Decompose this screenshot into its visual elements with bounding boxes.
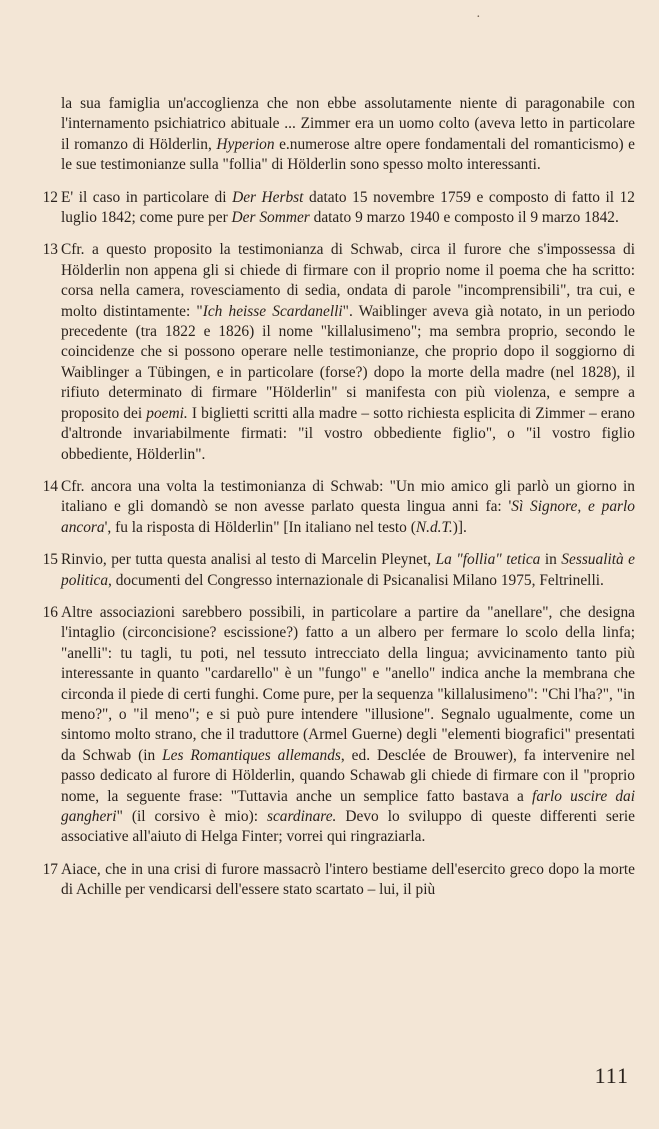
notes-text	[42, 94, 636, 901]
text-run: I biglietti scritti alla madre – sotto richiesta esplicita di Zimmer – erano d'altronde invariabilmente firmati: "il vostro obbediente figlio", o "il vostro figlio obbediente, Hölderlin".	[61, 404, 635, 463]
notes-list	[42, 188, 636, 901]
italic-text: Sì Signore, e parlo ancora	[61, 498, 636, 536]
italic-text: Hyperion	[216, 135, 275, 153]
italic-text: Der Herbst	[232, 188, 304, 206]
italic-text: scardinare.	[266, 808, 337, 825]
footnote-number: 15	[42, 551, 58, 569]
page-number: 111	[594, 1063, 629, 1088]
footnote-body	[61, 550, 635, 591]
footnote-14	[42, 477, 636, 538]
footnote-body	[61, 188, 635, 229]
footnote-12	[42, 188, 635, 229]
footnote-body	[61, 603, 635, 848]
footnote-number: 14	[42, 477, 58, 495]
footnote-17	[42, 860, 635, 901]
text-run: Devo lo sviluppo di queste differenti serie associative all'aiuto di Helga Finter; vorrei qui ringraziarla.	[61, 808, 635, 846]
footnote-15	[42, 550, 636, 591]
italic-text: farlo uscire dai gangheri	[61, 787, 635, 825]
lead-paragraph	[61, 94, 635, 176]
footnote-body	[61, 240, 635, 464]
text-run: " (il corsivo è mio):	[116, 808, 267, 825]
footnote-body	[61, 477, 635, 538]
text-run: la sua famiglia un'accoglienza che non ebbe assolutamente niente di paragonabile con l'internamento psichiatrico abituale ... Zimmer era un uomo colto (aveva letto in particolare il romanzo di Hölderlin,	[61, 95, 635, 153]
text-run: in	[540, 551, 562, 569]
footnote-number: 17	[42, 860, 58, 878]
footnote-body	[61, 860, 635, 901]
text-run: , ed. Desclée de Brouwer), fa intervenire nel passo dedicato al furore di Hölderlin, quando Schawab gli chiede di firmare con il "proprio nome, la seguente frase: "Tuttavia anche un semplice fatto bastava a	[61, 746, 635, 805]
text-run: )].	[452, 518, 467, 536]
text-run: Aiace, che in una crisi di furore massacrò l'intero bestiame dell'esercito greco dopo la morte di Achille per vendicarsi dell'essere stato scartato – lui, il più	[61, 860, 635, 899]
text-run: e.numerose altre opere fondamentali del romanticismo) e le sue testimonianze sulla "follia" di Hölderlin sono spesso molto interessanti.	[61, 135, 636, 174]
italic-text: Sessualità e politica	[61, 551, 636, 589]
text-run: , documenti del Congresso internazionale di Psicanalisi Milano 1975, Feltrinelli.	[108, 571, 604, 589]
footnote-number: 16	[42, 603, 58, 621]
italic-text: N.d.T.	[415, 518, 453, 536]
text-run: Rinvio, per tutta questa analisi al testo di Marcelin Pleynet,	[61, 551, 436, 569]
text-run: Altre associazioni sarebbero possibili, in particolare a partire da "anellare", che designa l'intaglio (circoncisione? escissione?) fatto a un albero per fermare lo scolo della linfa; "anelli": tu tagli, tu poti, nel tessuto intrecciato della lingua; avvicinamento tanto più interessante in quanto "cardarello" è un "fungo" e "anello" indica anche la membrana che circonda il piede di certi funghi. Come pure, per la sequenza "killalusimeno": "Chi l'ha?", "in meno?", o "il meno"; e si può pure intendere "illusione". Segnalo ugualmente, come un sintomo molto strano, che il traduttore (Armel Guerne) degli "elementi biografici" presentati da Schwab (in	[61, 603, 635, 764]
text-run: datato 15 novembre 1759 e composto di fatto il 12 luglio 1842; come pure per	[61, 188, 635, 227]
print-mark: ·	[476, 10, 481, 25]
text-run: ". Waiblinger aveva già notato, in un periodo precedente (tra 1822 e 1826) il nome "killalusimeno"; ma sembra proprio, secondo le coincidenze che si possono operare nelle testimonianze, che proprio dopo il soggiorno di Waiblinger a Tübingen, e in particolare (forse?) dopo la morte della madre (nel 1828), il rifiuto determinato di firmare "Hölderlin" si manifesta con più violenza, e sempre a proposito dei	[61, 302, 635, 422]
text-run: ', fu la risposta di Hölderlin" [In italiano nel testo (	[104, 518, 416, 536]
footnote-16	[42, 603, 635, 848]
italic-text: Der Sommer	[231, 209, 310, 227]
text-run: E' il caso in particolare di	[61, 188, 233, 206]
footnote-number: 13	[42, 241, 58, 259]
text-run: Cfr. ancora una volta la testimonianza di Schwab: "Un mio amico gli parlò un giorno in italiano e gli domandò se non avesse parlato questa lingua anni fa: '	[61, 477, 635, 516]
italic-text: Ich heisse Scardanelli	[202, 302, 343, 320]
italic-text: poemi.	[146, 404, 188, 422]
footnote-13	[42, 240, 635, 464]
footnote-number: 12	[42, 188, 58, 206]
italic-text: La "follia" tetica	[435, 551, 541, 569]
italic-text: Les Romantiques allemands	[162, 746, 341, 764]
text-run: Cfr. a questo proposito la testimonianza di Schwab, circa il furore che s'impossessa di Hölderlin non appena gli si chiede di firmare con il proprio nome il poema che ha scritto: corsa nella camera, rovesciamento di sedia, ondata di parole "incomprensibili", tra cui, e molto distintamente: "	[61, 241, 635, 320]
text-run: datato 9 marzo 1940 e composto il 9 marzo 1842.	[309, 209, 619, 227]
